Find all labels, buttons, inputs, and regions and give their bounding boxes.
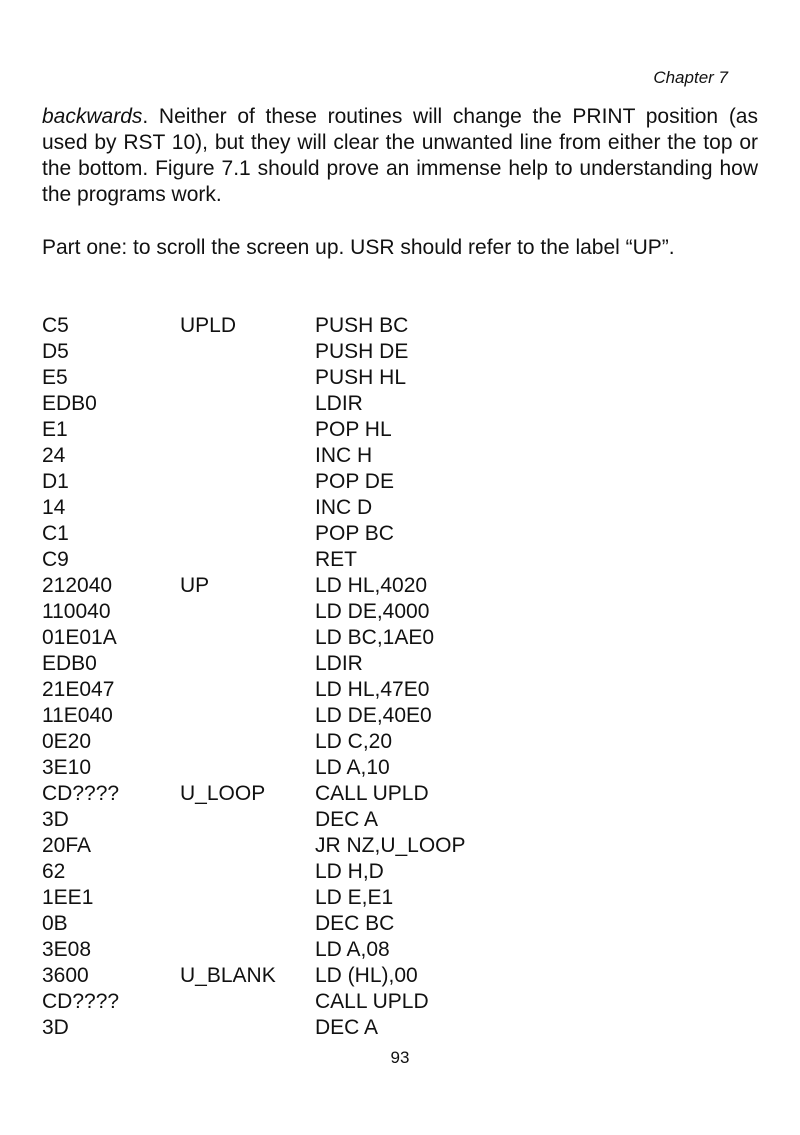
listing-row bbox=[42, 963, 758, 989]
listing-row bbox=[42, 417, 758, 443]
listing-row bbox=[42, 469, 758, 495]
intro-paragraph bbox=[42, 104, 758, 208]
asm-instruction: LD A,08 bbox=[315, 938, 390, 961]
asm-instruction: LD H,D bbox=[315, 860, 384, 883]
listing-row bbox=[42, 729, 758, 755]
hex-code: C1 bbox=[42, 522, 69, 545]
listing-row bbox=[42, 339, 758, 365]
asm-instruction: DEC BC bbox=[315, 912, 395, 935]
asm-instruction: PUSH DE bbox=[315, 340, 409, 363]
listing-row bbox=[42, 651, 758, 677]
listing-row bbox=[42, 443, 758, 469]
asm-label: U_LOOP bbox=[180, 782, 266, 805]
hex-code: 3E10 bbox=[42, 756, 92, 779]
hex-code: 62 bbox=[42, 860, 66, 883]
hex-code: 3D bbox=[42, 1016, 69, 1039]
asm-instruction: LD A,10 bbox=[315, 756, 390, 779]
listing-row bbox=[42, 365, 758, 391]
asm-instruction: LD E,E1 bbox=[315, 886, 394, 909]
asm-instruction: INC D bbox=[315, 496, 373, 519]
asm-instruction: CALL UPLD bbox=[315, 782, 429, 805]
asm-instruction: CALL UPLD bbox=[315, 990, 429, 1013]
listing-row bbox=[42, 859, 758, 885]
listing-row bbox=[42, 911, 758, 937]
listing-row bbox=[42, 495, 758, 521]
hex-code: 3E08 bbox=[42, 938, 92, 961]
asm-instruction: PUSH BC bbox=[315, 314, 409, 337]
listing-row bbox=[42, 599, 758, 625]
asm-instruction: DEC A bbox=[315, 1016, 379, 1039]
hex-code: 0B bbox=[42, 912, 68, 935]
hex-code: 21E047 bbox=[42, 678, 115, 701]
listing-row bbox=[42, 391, 758, 417]
hex-code: 1EE1 bbox=[42, 886, 94, 909]
asm-instruction: LD BC,1AE0 bbox=[315, 626, 435, 649]
listing-row bbox=[42, 547, 758, 573]
asm-instruction: LD DE,40E0 bbox=[315, 704, 432, 727]
asm-instruction: DEC A bbox=[315, 808, 379, 831]
asm-instruction: LDIR bbox=[315, 392, 363, 415]
listing-row bbox=[42, 755, 758, 781]
asm-label: UP bbox=[180, 574, 210, 597]
listing-row bbox=[42, 703, 758, 729]
chapter-header: Chapter 7 bbox=[653, 68, 728, 87]
hex-code: C9 bbox=[42, 548, 69, 571]
listing-row bbox=[42, 313, 758, 339]
listing-row bbox=[42, 937, 758, 963]
hex-code: 01E01A bbox=[42, 626, 117, 649]
listing-row bbox=[42, 1015, 758, 1041]
hex-code: E1 bbox=[42, 418, 68, 441]
assembly-listing bbox=[42, 313, 758, 1041]
listing-row bbox=[42, 573, 758, 599]
asm-instruction: LD DE,4000 bbox=[315, 600, 430, 623]
emphasis-backwards: backwards bbox=[42, 105, 143, 128]
listing-row bbox=[42, 885, 758, 911]
asm-instruction: LD (HL),00 bbox=[315, 964, 418, 987]
hex-code: 212040 bbox=[42, 574, 113, 597]
hex-code: 0E20 bbox=[42, 730, 92, 753]
asm-label: UPLD bbox=[180, 314, 237, 337]
page-number: 93 bbox=[390, 1048, 410, 1067]
listing-row bbox=[42, 521, 758, 547]
listing-row bbox=[42, 781, 758, 807]
listing-row bbox=[42, 807, 758, 833]
asm-instruction: RET bbox=[315, 548, 357, 571]
hex-code: EDB0 bbox=[42, 392, 97, 415]
asm-label: U_BLANK bbox=[180, 964, 276, 987]
part-one-paragraph: Part one: to scroll the screen up. USR should refer to the label “UP”. bbox=[42, 236, 675, 259]
hex-code: D1 bbox=[42, 470, 69, 493]
asm-instruction: PUSH HL bbox=[315, 366, 407, 389]
hex-code: CD???? bbox=[42, 782, 120, 805]
hex-code: 11E040 bbox=[42, 704, 113, 727]
asm-instruction: POP BC bbox=[315, 522, 394, 545]
hex-code: EDB0 bbox=[42, 652, 97, 675]
hex-code: 3D bbox=[42, 808, 69, 831]
hex-code: CD???? bbox=[42, 990, 120, 1013]
hex-code: 24 bbox=[42, 444, 66, 467]
asm-instruction: LD HL,47E0 bbox=[315, 678, 430, 701]
listing-row bbox=[42, 625, 758, 651]
asm-instruction: JR NZ,U_LOOP bbox=[315, 834, 466, 857]
asm-instruction: POP HL bbox=[315, 418, 392, 441]
intro-paragraph-text: . Neither of these routines will change the PRINT position (as used by RST 10), but they will clear the unwanted line from either the top or the bottom. Figure 7.1 should prove an immense help to understanding how the programs work. bbox=[42, 105, 758, 206]
hex-code: 3600 bbox=[42, 964, 89, 987]
listing-row bbox=[42, 833, 758, 859]
hex-code: 14 bbox=[42, 496, 66, 519]
hex-code: D5 bbox=[42, 340, 69, 363]
asm-instruction: LDIR bbox=[315, 652, 363, 675]
hex-code: C5 bbox=[42, 314, 69, 337]
hex-code: 110040 bbox=[42, 600, 111, 623]
listing-row bbox=[42, 989, 758, 1015]
asm-instruction: INC H bbox=[315, 444, 373, 467]
listing-row bbox=[42, 677, 758, 703]
asm-instruction: LD HL,4020 bbox=[315, 574, 428, 597]
asm-instruction: POP DE bbox=[315, 470, 394, 493]
hex-code: 20FA bbox=[42, 834, 92, 857]
asm-instruction: LD C,20 bbox=[315, 730, 393, 753]
hex-code: E5 bbox=[42, 366, 68, 389]
